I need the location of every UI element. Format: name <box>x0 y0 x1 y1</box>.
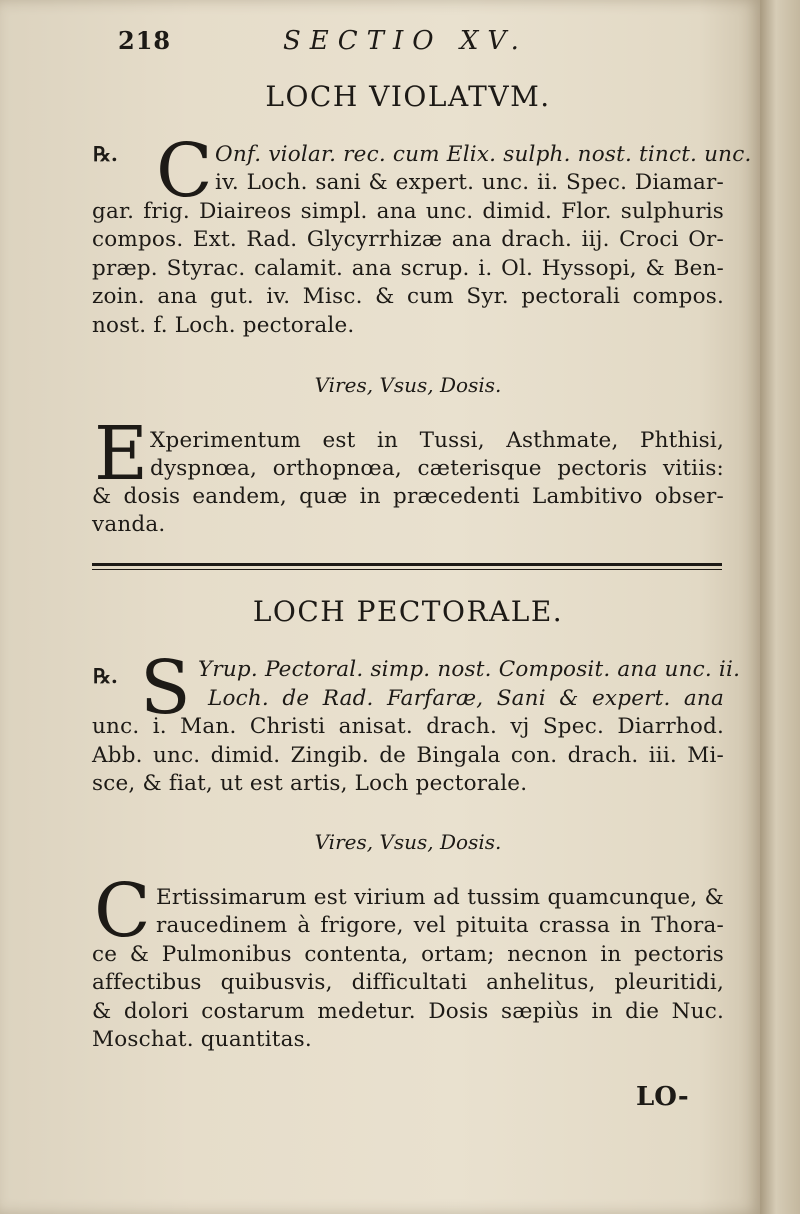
description-line: vanda. <box>92 512 166 537</box>
drop-cap: E <box>94 411 149 497</box>
description-line: ce & Pulmonibus contenta, ortam; necnon in pectoris <box>92 942 724 967</box>
subheading-vires-usus-dosis: Vires, Vsus, Dosis. <box>314 830 502 854</box>
recipe-symbol: ℞. <box>93 664 118 688</box>
description-line: affectibus quibusvis, difficultati anhelitus, pleuritidi, <box>92 970 724 995</box>
section-title: SECTIO XV. <box>283 26 528 56</box>
subheading-vires-usus-dosis: Vires, Vsus, Dosis. <box>314 373 502 397</box>
recipe-line: unc. i. Man. Christi anisat. drach. vj Spec. Diarrhod. <box>92 714 724 739</box>
drop-cap: S <box>140 645 191 731</box>
description-line: Xperimentum est in Tussi, Asthmate, Phthisi, <box>150 428 724 453</box>
page-number: 218 <box>118 26 172 55</box>
recipe-line: nost. f. Loch. pectorale. <box>92 313 355 338</box>
page-edge <box>760 0 800 1214</box>
divider-rule <box>92 569 722 570</box>
description-line: Moschat. quantitas. <box>92 1027 312 1052</box>
running-header <box>118 26 638 60</box>
drop-cap: C <box>156 128 213 214</box>
recipe-line: Abb. unc. dimid. Zingib. de Bingala con. drach. iii. Mi- <box>92 743 724 768</box>
recipe-symbol: ℞. <box>93 142 118 166</box>
description-line: dyspnœa, orthopnœa, cæterisque pectoris vitiis: <box>150 456 724 481</box>
recipe-title-loch-violatum: LOCH VIOLATVM. <box>265 80 551 113</box>
description-line: Ertissimarum est virium ad tussim quamcunque, & <box>156 885 724 910</box>
drop-cap: C <box>94 868 151 954</box>
description-line: & dolori costarum medetur. Dosis sæpiùs in die Nuc. <box>92 999 724 1024</box>
recipe-line: compos. Ext. Rad. Glycyrrhizæ ana drach. iij. Croci Or- <box>92 227 724 252</box>
recipe-line: sce, & fiat, ut est artis, Loch pectorale. <box>92 771 528 796</box>
description-line: & dosis eandem, quæ in præcedenti Lambitivo obser- <box>92 484 724 509</box>
recipe-line: Onf. violar. rec. cum Elix. sulph. nost. tinct. unc. <box>215 142 752 167</box>
catchword: LO- <box>636 1082 689 1112</box>
divider-rule <box>92 563 722 566</box>
recipe-title-loch-pectorale: LOCH PECTORALE. <box>252 595 564 628</box>
recipe-line: zoin. ana gut. iv. Misc. & cum Syr. pectorali compos. <box>92 284 724 309</box>
description-line: raucedinem à frigore, vel pituita crassa in Thora- <box>156 913 724 938</box>
recipe-line: Yrup. Pectoral. simp. nost. Composit. ana unc. ii. <box>198 657 741 682</box>
recipe-line: Loch. de Rad. Farfaræ, Sani & expert. ana <box>208 686 724 711</box>
recipe-line: iv. Loch. sani & expert. unc. ii. Spec. Diamar- <box>215 170 724 195</box>
recipe-line: præp. Styrac. calamit. ana scrup. i. Ol. Hyssopi, & Ben- <box>92 256 724 281</box>
recipe-line: gar. frig. Diaireos simpl. ana unc. dimid. Flor. sulphuris <box>92 199 724 224</box>
